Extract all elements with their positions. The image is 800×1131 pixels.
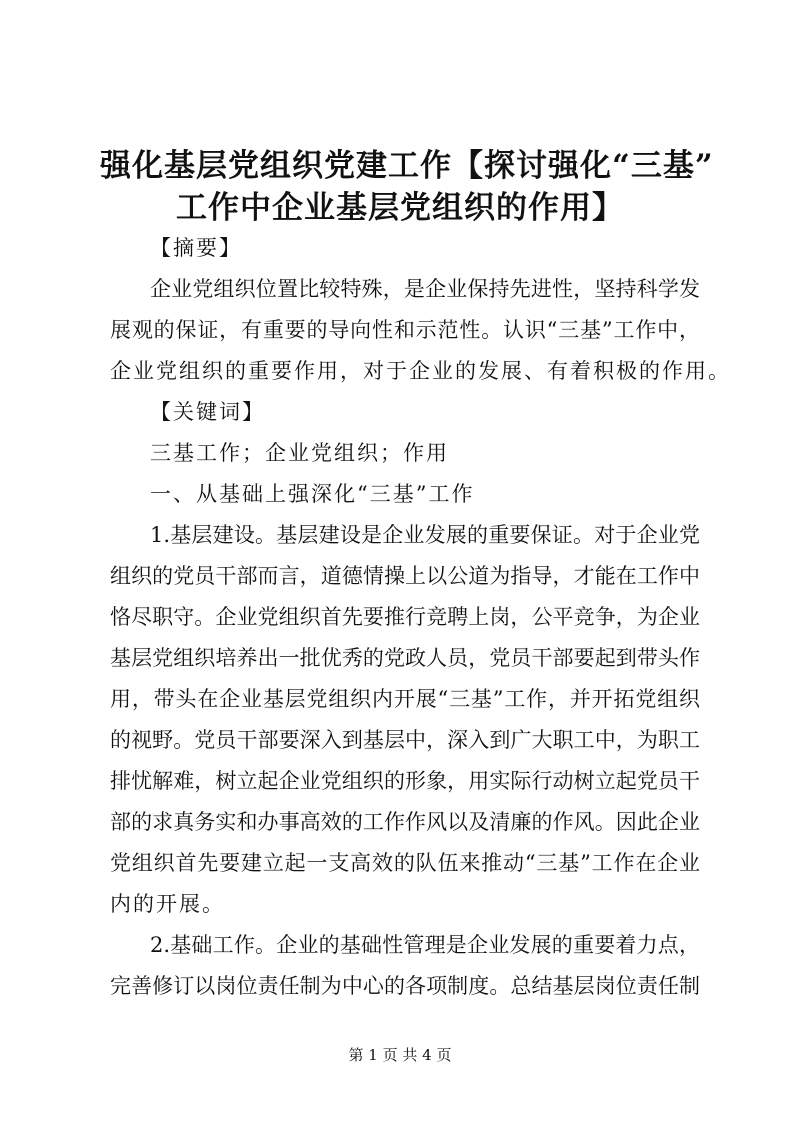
paragraph-1-line-6: 的视野。党员干部要深入到基层中，深入到广大职工中，为职工 [110, 728, 700, 752]
keywords-text: 三基工作；企业党组织；作用 [150, 441, 449, 465]
paragraph-2-line-1: 2.基础工作。企业的基础性管理是企业发展的重要着力点， [150, 933, 700, 957]
paragraph-1-line-9: 党组织首先要建立起一支高效的队伍来推动“三基”工作在企业 [110, 851, 700, 875]
page-number-footer: 第 1 页 共 4 页 [348, 1046, 452, 1064]
section-heading-1: 一、从基础上强深化“三基”工作 [150, 482, 475, 506]
abstract-line-1: 企业党组织位置比较特殊，是企业保持先进性，坚持科学发 [150, 277, 700, 301]
paragraph-1-line-4: 基层党组织培养出一批优秀的党政人员，党员干部要起到带头作 [110, 646, 700, 670]
paragraph-1-line-7: 排忧解难，树立起企业党组织的形象，用实际行动树立起党员干 [110, 769, 700, 793]
keywords-heading: 【关键词】 [150, 400, 265, 424]
paragraph-1-line-8: 部的求真务实和办事高效的工作作风以及清廉的作风。因此企业 [110, 810, 700, 834]
paragraph-1-line-5: 用，带头在企业基层党组织内开展“三基”工作，并开拓党组织 [110, 687, 700, 711]
paragraph-1-line-1: 1.基层建设。基层建设是企业发展的重要保证。对于企业党 [150, 523, 700, 547]
document-title-line-1: 强化基层党组织党建工作【探讨强化“三基” [100, 148, 714, 184]
paragraph-2-line-2: 完善修订以岗位责任制为中心的各项制度。总结基层岗位责任制 [110, 974, 700, 998]
document-title-line-2: 工作中企业基层党组织的作用】 [176, 190, 624, 226]
paragraph-1-line-2: 组织的党员干部而言，道德情操上以公道为指导，才能在工作中 [110, 564, 700, 588]
abstract-line-2: 展观的保证，有重要的导向性和示范性。认识“三基”工作中， [110, 318, 700, 342]
abstract-heading: 【摘要】 [150, 236, 242, 260]
paragraph-1-line-3: 恪尽职守。企业党组织首先要推行竞聘上岗，公平竞争，为企业 [110, 605, 700, 629]
paragraph-1-line-10: 内的开展。 [110, 892, 225, 916]
abstract-line-3: 企业党组织的重要作用，对于企业的发展、有着积极的作用。 [110, 359, 731, 383]
